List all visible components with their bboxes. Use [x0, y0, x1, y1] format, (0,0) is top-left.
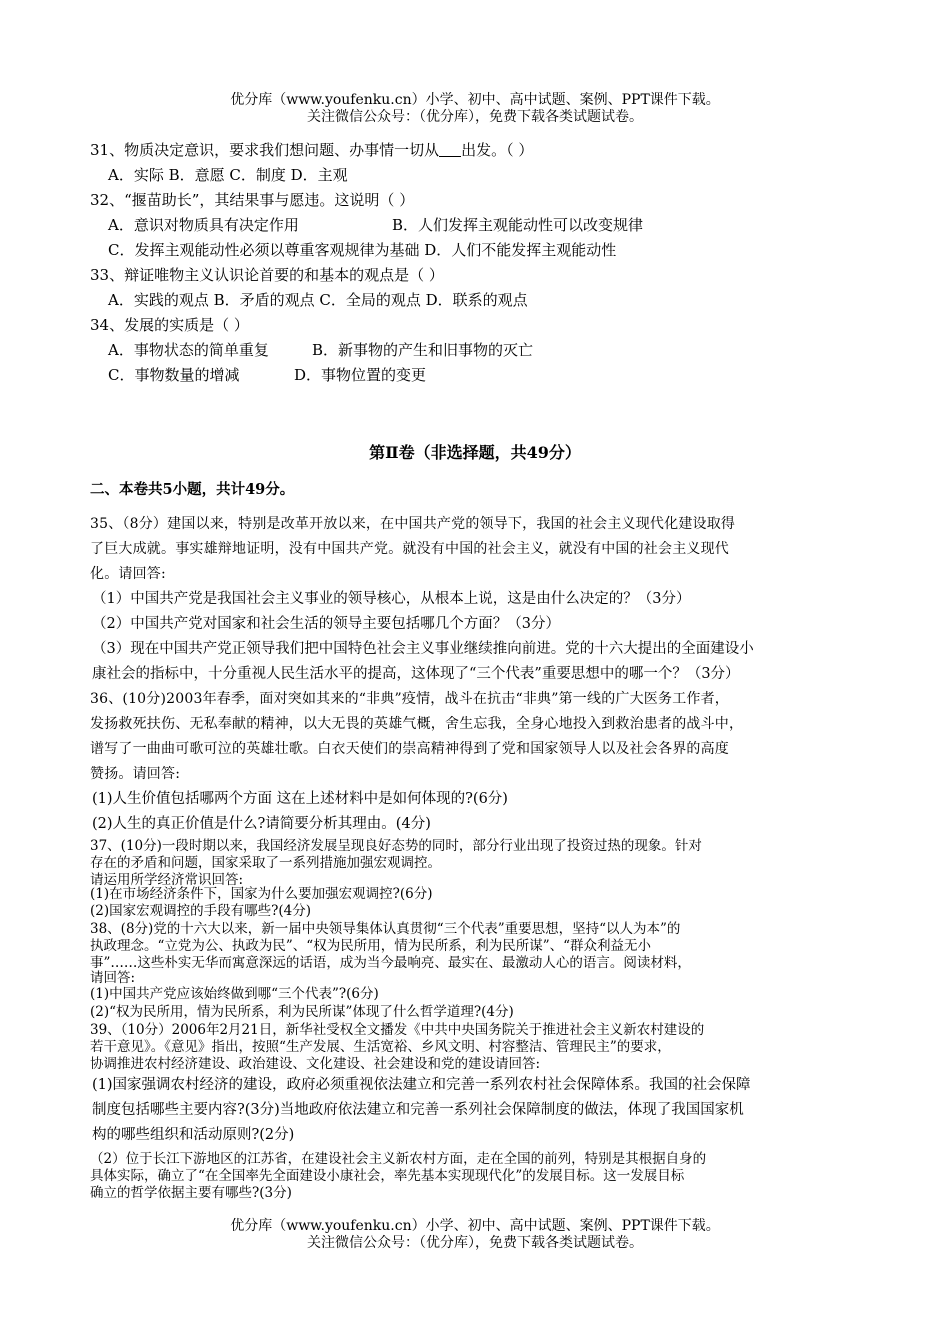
q31-answer-blank — [439, 142, 461, 157]
q36-sub-2: (2)人生的真正价值是什么?请简要分析其理由。(4分) — [92, 816, 431, 832]
q35-sub-3b: 康社会的指标中，十分重视人民生活水平的提高，这体现了“三个代表”重要思想中的哪一个？（3分） — [92, 666, 740, 682]
q38-sub-1: (1)中国共产党应该始终做到哪“三个代表”?(6分) — [90, 986, 379, 1002]
q39-sub-1b: 制度包括哪些主要内容?(3分)当地政府依法建立和完善一系列社会保障制度的做法，体现了我国国家机 — [92, 1102, 744, 1118]
header-line-1: 优分库（www.youfenku.cn）小学、初中、高中试题、案例、PPT课件下载。 — [230, 92, 720, 108]
q37-line-2: 存在的矛盾和问题，国家采取了一系列措施加强宏观调控。 — [90, 855, 441, 871]
footer-line-2: 关注微信公众号：（优分库），免费下载各类试题试卷。 — [307, 1235, 643, 1251]
q37-line-3: 请运用所学经济常识回答: — [90, 872, 244, 888]
q34-option-b: B．新事物的产生和旧事物的灭亡 — [312, 341, 534, 359]
q32-option-b: B．人们发挥主观能动性可以改变规律 — [392, 216, 644, 234]
q38-line-2: 执政理念。“立党为公、执政为民”、“权为民所用，情为民所系，利为民所谋”、“群众利益无小 — [90, 938, 652, 954]
q35-sub-3a: （3）现在中国共产党正领导我们把中国特色社会主义事业继续推向前进。党的十六大提出的全面建设小 — [92, 641, 754, 657]
q31-stem-before: 31、物质决定意识，要求我们想问题、办事情一切从 — [90, 141, 440, 159]
q38-line-4: 请回答: — [90, 970, 136, 986]
q37-sub-1: (1)在市场经济条件下，国家为什么要加强宏观调控?(6分) — [90, 886, 433, 902]
q39-sub-2a: （2）位于长江下游地区的江苏省，在建设社会主义新农村方面，走在全国的前列，特别是其根据自身的 — [90, 1151, 707, 1167]
q33-options: A．实践的观点 B．矛盾的观点 C．全局的观点 D．联系的观点 — [108, 291, 528, 309]
part2-title: 第Ⅱ卷（非选择题，共49分） — [369, 443, 581, 462]
q38-line-1: 38、(8分)党的十六大以来，新一届中央领导集体认真贯彻“三个代表”重要思想，坚持“以人为本”的 — [90, 921, 681, 937]
q35-sub-2: （2）中国共产党对国家和社会生活的领导主要包括哪几个方面？（3分） — [92, 616, 560, 632]
q33-stem: 33、辩证唯物主义认识论首要的和基本的观点是（ ） — [90, 266, 444, 284]
q37-line-1: 37、(10分)一段时期以来，我国经济发展呈现良好态势的同时，部分行业出现了投资过热的现象。针对 — [90, 838, 702, 854]
q34-option-c: C．事物数量的增减 — [108, 366, 240, 384]
q39-sub-2b: 具体实际，确立了“在全国率先全面建设小康社会，率先基本实现现代化”的发展目标。这一发展目标 — [90, 1168, 685, 1184]
q31-options: A．实际 B．意愿 C．制度 D．主观 — [108, 166, 348, 184]
q32-option-a: A．意识对物质具有决定作用 — [108, 216, 299, 234]
q37-sub-2: (2)国家宏观调控的手段有哪些?(4分) — [90, 903, 311, 919]
q34-stem: 34、发展的实质是（ ） — [90, 316, 249, 334]
footer-line-1: 优分库（www.youfenku.cn）小学、初中、高中试题、案例、PPT课件下载。 — [230, 1218, 720, 1234]
q35-line-3: 化。请回答: — [90, 566, 166, 582]
q36-line-1: 36、(10分)2003年春季，面对突如其来的“非典”疫情，战斗在抗击“非典”第一线的广大医务工作者， — [90, 691, 730, 707]
q32-stem: 32、“揠苗助长”，其结果事与愿违。这说明（ ） — [90, 191, 415, 209]
q35-line-2: 了巨大成就。事实雄辩地证明，没有中国共产党。就没有中国的社会主义，就没有中国的社会主义现代 — [90, 541, 729, 557]
page-header — [0, 92, 950, 126]
q32-option-c-d: C．发挥主观能动性必须以尊重客观规律为基础 D．人们不能发挥主观能动性 — [108, 241, 617, 259]
q39-sub-2c: 确立的哲学依据主要有哪些?(3分) — [90, 1185, 292, 1201]
q38-sub-2: (2)“权为民所用，情为民所系，利为民所谋”体现了什么哲学道理?(4分) — [90, 1004, 514, 1020]
q35-line-1: 35、（8分）建国以来，特别是改革开放以来，在中国共产党的领导下，我国的社会主义现代化建设取得 — [90, 516, 736, 532]
q34-option-a: A．事物状态的简单重复 — [108, 341, 269, 359]
q39-line-2: 若干意见》。《意见》指出，按照“生产发展、生活宽裕、乡风文明、村容整洁、管理民主”的要求， — [90, 1039, 671, 1055]
q36-line-2: 发扬救死扶伤、无私奉献的精神，以大无畏的英雄气概，舍生忘我，全身心地投入到救治患者的战斗中， — [90, 716, 744, 732]
q39-sub-1a: (1)国家强调农村经济的建设，政府必须重视依法建立和完善一系列农村社会保障体系。我国的社会保障 — [92, 1077, 751, 1093]
q39-line-3: 协调推进农村经济建设、政治建设、文化建设、社会建设和党的建设请回答: — [90, 1056, 541, 1072]
header-line-2: 关注微信公众号：（优分库），免费下载各类试题试卷。 — [307, 109, 643, 125]
q38-line-3: 事”……这些朴实无华而寓意深远的话语，成为当今最响亮、最实在、最激动人心的语言。阅读材料， — [90, 955, 691, 971]
q36-line-3: 谱写了一曲曲可歌可泣的英雄壮歌。白衣天使们的崇高精神得到了党和国家领导人以及社会各界的高度 — [90, 741, 729, 757]
page-footer — [0, 1218, 950, 1252]
q36-line-4: 赞扬。请回答: — [90, 766, 181, 782]
q36-sub-1: (1)人生价值包括哪两个方面 这在上述材料中是如何体现的?(6分) — [92, 791, 508, 807]
q39-line-1: 39、（10分）2006年2月21日，新华社受权全文播发《中共中央国务院关于推进社会主义新农村建设的 — [90, 1022, 705, 1038]
q39-sub-1c: 构的哪些组织和活动原则?(2分) — [92, 1127, 295, 1143]
q35-sub-1: （1）中国共产党是我国社会主义事业的领导核心，从根本上说，这是由什么决定的？（3分） — [92, 591, 691, 607]
q31-stem — [90, 141, 533, 159]
q31-stem-after: 出发。（ ） — [461, 141, 534, 159]
part2-section-heading: 二、本卷共5小题，共计49分。 — [90, 481, 295, 498]
q34-option-d: D．事物位置的变更 — [294, 366, 427, 384]
